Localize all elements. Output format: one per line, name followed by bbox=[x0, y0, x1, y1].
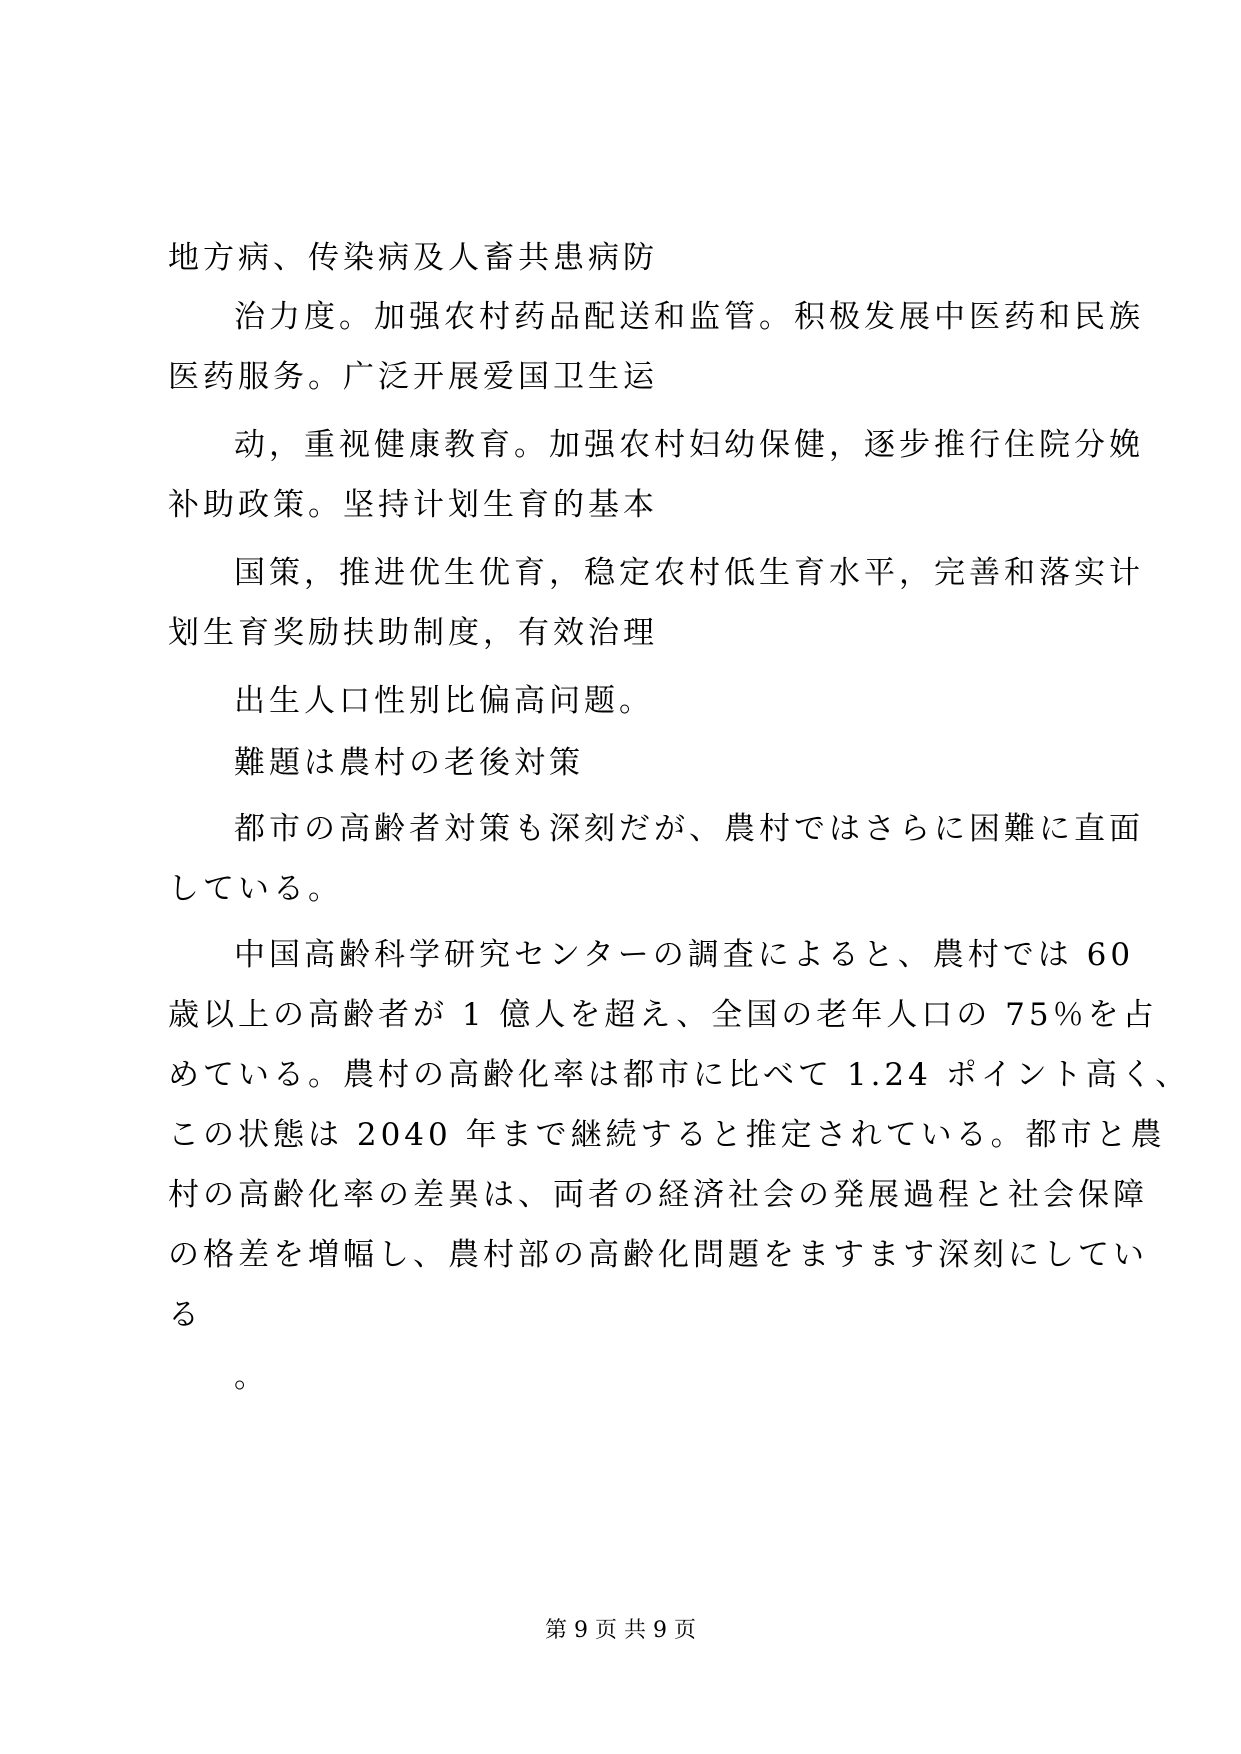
text-line: 地方病、传染病及人畜共患病防 bbox=[168, 240, 658, 276]
text-line: る bbox=[168, 1297, 203, 1333]
text-line: 划生育奖励扶助制度，有效治理 bbox=[168, 615, 658, 651]
text-line: めている。農村の高齢化率は都市に比べて 1.24 ポイント高く、 bbox=[168, 1057, 1191, 1093]
text-line: 治力度。加强农村药品配送和监管。积极发展中医药和民族 bbox=[234, 299, 1144, 335]
section-heading: 難題は農村の老後対策 bbox=[234, 745, 584, 781]
text-line: この状態は 2040 年まで継続すると推定されている。都市と農 bbox=[168, 1117, 1166, 1153]
text-line: の格差を増幅し、農村部の高齢化問題をますます深刻にしてい bbox=[168, 1237, 1148, 1273]
text-line: 补助政策。坚持计划生育的基本 bbox=[168, 487, 658, 523]
text-line: 出生人口性别比偏高问题。 bbox=[234, 683, 654, 719]
text-line: 医药服务。广泛开展爱国卫生运 bbox=[168, 359, 658, 395]
text-line: 。 bbox=[234, 1359, 269, 1395]
text-line: 中国高齢科学研究センターの調査によると、農村では 60 bbox=[234, 937, 1135, 973]
page-footer: 第 9 页 共 9 页 bbox=[545, 1618, 696, 1643]
text-line: 都市の高齢者対策も深刻だが、農村ではさらに困難に直面 bbox=[234, 811, 1144, 847]
text-line: 村の高齢化率の差異は、両者の経済社会の発展過程と社会保障 bbox=[168, 1177, 1148, 1213]
text-line: 动，重视健康教育。加强农村妇幼保健，逐步推行住院分娩 bbox=[234, 427, 1144, 463]
text-line: 国策，推进优生优育，稳定农村低生育水平，完善和落实计 bbox=[234, 555, 1144, 591]
text-line: 歳以上の高齢者が 1 億人を超え、全国の老年人口の 75％を占 bbox=[168, 997, 1158, 1033]
text-line: している。 bbox=[168, 871, 343, 907]
